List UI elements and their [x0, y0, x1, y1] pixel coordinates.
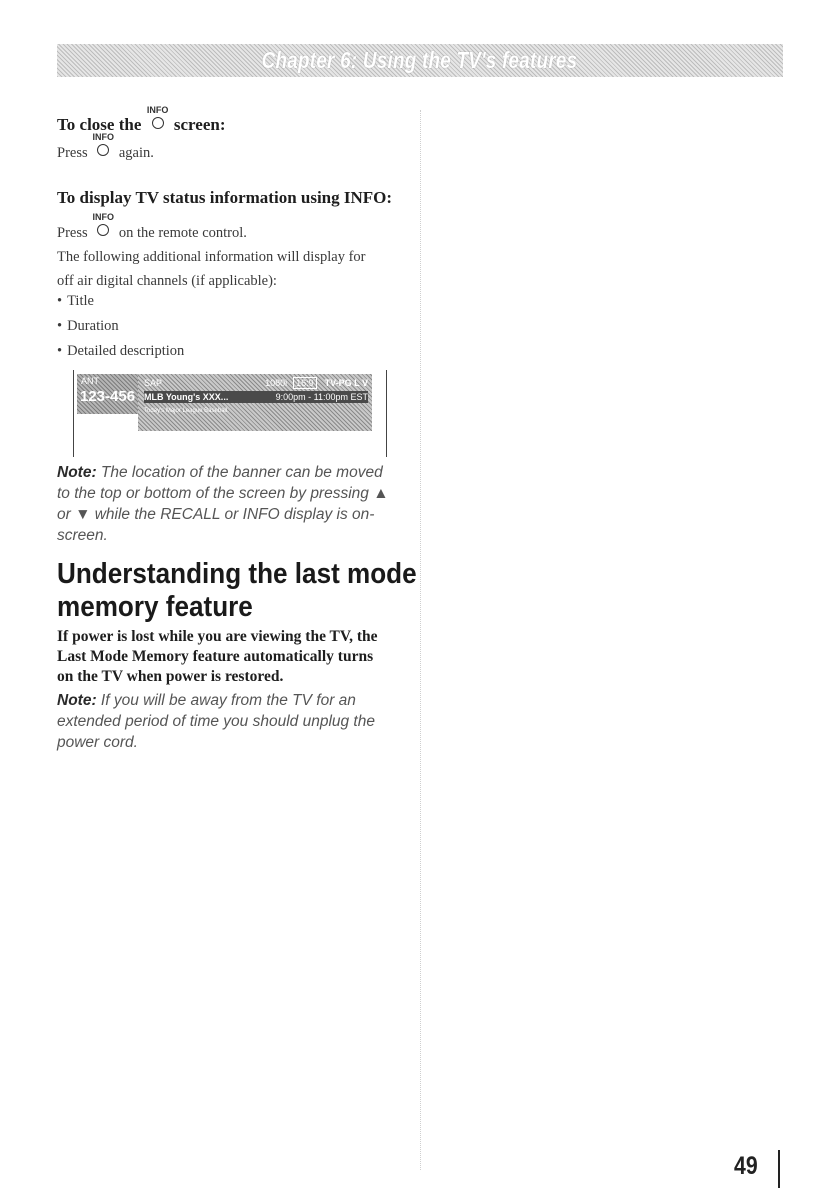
lead-line: If power is lost while you are viewing the TV, the — [57, 628, 378, 645]
note-line: or ▼ while the RECALL or INFO display is on- — [57, 506, 375, 523]
chapter-title: Chapter 6: Using the TV's features — [262, 47, 578, 73]
info-button-icon — [92, 132, 114, 157]
banner-row-1 — [144, 377, 368, 389]
page-number: 49 — [734, 1152, 758, 1180]
info-banner — [138, 374, 372, 431]
note-label: Note: — [57, 464, 97, 481]
note-unplug — [57, 690, 375, 753]
channel-box — [77, 374, 147, 414]
close-info-heading — [57, 105, 226, 135]
note-line: The location of the banner can be moved — [100, 464, 383, 481]
program-title: MLB Young's XXX... — [144, 392, 229, 402]
info-button-icon — [146, 105, 169, 130]
note-banner-location — [57, 462, 389, 546]
column-divider — [420, 110, 421, 1170]
circle-icon — [97, 144, 109, 156]
heading-text: To close the — [57, 115, 142, 134]
info-button-label: INFO — [92, 212, 114, 222]
section-title-line: Understanding the last mode — [57, 558, 417, 590]
program-time: 9:00pm - 11:00pm EST — [275, 392, 368, 402]
lead-line: on the TV when power is restored. — [57, 668, 284, 685]
note-line: If you will be away from the TV for an — [100, 692, 356, 709]
status-info-instruction — [57, 212, 247, 242]
bullet-item: • Detailed description — [57, 343, 184, 360]
note-line: screen. — [57, 527, 108, 544]
status-info-heading: To display TV status information using INFO: — [57, 188, 393, 207]
note-label: Note: — [57, 692, 97, 709]
note-line: to the top or bottom of the screen by pressing ▲ — [57, 485, 389, 502]
chapter-header-bar — [57, 44, 783, 77]
bullet-item: • Duration — [57, 318, 119, 335]
program-description: Today's Major League Baseball. — [144, 408, 229, 414]
close-info-instruction — [57, 132, 154, 162]
circle-icon — [152, 117, 164, 129]
press-text: Press — [57, 145, 88, 161]
status-info-body-line: The following additional information will display for — [57, 249, 366, 265]
press-post-text: on the remote control. — [118, 225, 247, 241]
section-title — [57, 558, 417, 624]
bullet-item: • Title — [57, 293, 94, 310]
channel-number: 123-456 — [80, 388, 136, 405]
info-button-label: INFO — [92, 132, 114, 142]
banner-row-2 — [144, 391, 368, 403]
section-lead — [57, 627, 378, 687]
press-text: Press — [57, 225, 88, 241]
sap-label: SAP — [144, 378, 163, 388]
page-number-bar — [778, 1150, 780, 1188]
resolution-label: 1080i — [265, 378, 288, 388]
lead-line: Last Mode Memory feature automatically turns — [57, 648, 374, 665]
status-info-body-line: off air digital channels (if applicable): — [57, 273, 277, 289]
note-line: extended period of time you should unplug the — [57, 713, 375, 730]
circle-icon — [97, 224, 109, 236]
antenna-label: ANT — [81, 376, 99, 386]
info-button-label: INFO — [146, 105, 169, 115]
heading-text: screen: — [173, 115, 226, 134]
aspect-label: 16:9 — [293, 377, 317, 389]
tv-screen-illustration — [73, 370, 387, 457]
again-text: again. — [118, 145, 154, 161]
banner-row-3 — [144, 405, 368, 417]
rating-label: TV-PG L V — [324, 378, 368, 388]
info-button-icon — [92, 212, 114, 237]
section-title-line: memory feature — [57, 591, 253, 623]
note-line: power cord. — [57, 734, 138, 751]
